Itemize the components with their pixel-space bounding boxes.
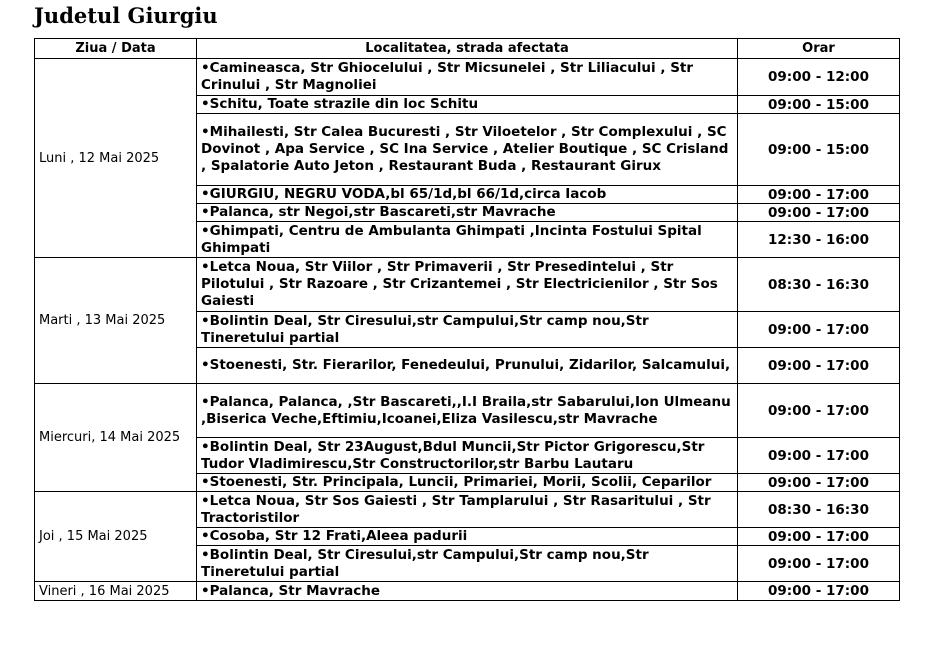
schedule-cell: 09:00 - 17:00	[738, 546, 900, 582]
schedule-cell: 09:00 - 17:00	[738, 204, 900, 222]
day-date-cell: Vineri , 16 Mai 2025	[35, 582, 197, 601]
schedule-cell: 08:30 - 16:30	[738, 492, 900, 528]
locality-cell: •Bolintin Deal, Str Ciresului,str Campului,Str camp nou,Str Tineretului partial	[197, 312, 738, 348]
locality-cell: •Palanca, Palanca, ,Str Bascareti,,I.I Braila,str Sabarului,Ion Ulmeanu ,Biserica Veche,Eftimiu,Icoanei,Eliza Vasilescu,str Mavrache	[197, 384, 738, 438]
locality-cell: •Stoenesti, Str. Principala, Luncii, Primariei, Morii, Scolii, Ceparilor	[197, 474, 738, 492]
locality-cell: •Mihailesti, Str Calea Bucuresti , Str Viloetelor , Str Complexului , SC Dovinot , Apa Service , SC Ina Service , Atelier Boutique , SC Crisland , Spalatorie Auto Jeton , Restaurant Buda , Restaurant Girux	[197, 114, 738, 186]
header-day: Ziua / Data	[35, 39, 197, 59]
locality-cell: •Bolintin Deal, Str Ciresului,str Campului,Str camp nou,Str Tineretului partial	[197, 546, 738, 582]
table-body	[35, 59, 900, 601]
schedule-cell: 12:30 - 16:00	[738, 222, 900, 258]
day-date-cell: Luni , 12 Mai 2025	[35, 59, 197, 258]
page-title: Judetul Giurgiu	[34, 3, 218, 28]
day-date-cell: Joi , 15 Mai 2025	[35, 492, 197, 582]
locality-cell: •Schitu, Toate strazile din loc Schitu	[197, 96, 738, 114]
schedule-cell: 09:00 - 17:00	[738, 384, 900, 438]
locality-cell: •Letca Noua, Str Sos Gaiesti , Str Tamplarului , Str Rasaritului , Str Tractoristilor	[197, 492, 738, 528]
locality-cell: •Bolintin Deal, Str 23August,Bdul Muncii,Str Pictor Grigorescu,Str Tudor Vladimirescu,Str Constructorilor,str Barbu Lautaru	[197, 438, 738, 474]
schedule-cell: 09:00 - 17:00	[738, 348, 900, 384]
schedule-cell: 09:00 - 17:00	[738, 438, 900, 474]
schedule-cell: 09:00 - 17:00	[738, 312, 900, 348]
locality-cell: •Cosoba, Str 12 Frati,Aleea padurii	[197, 528, 738, 546]
day-date-cell: Miercuri, 14 Mai 2025	[35, 384, 197, 492]
day-date-cell: Marti , 13 Mai 2025	[35, 258, 197, 384]
schedule-cell: 09:00 - 17:00	[738, 474, 900, 492]
schedule-cell: 09:00 - 12:00	[738, 59, 900, 96]
schedule-cell: 09:00 - 15:00	[738, 114, 900, 186]
header-schedule: Orar	[738, 39, 900, 59]
locality-cell: •Palanca, Str Mavrache	[197, 582, 738, 601]
locality-cell: •Ghimpati, Centru de Ambulanta Ghimpati ,Incinta Fostului Spital Ghimpati	[197, 222, 738, 258]
locality-cell: •GIURGIU, NEGRU VODA,bl 65/1d,bl 66/1d,circa Iacob	[197, 186, 738, 204]
header-locality: Localitatea, strada afectata	[197, 39, 738, 59]
table-row	[35, 59, 900, 96]
schedule-cell: 09:00 - 17:00	[738, 528, 900, 546]
table-row	[35, 492, 900, 528]
schedule-cell: 09:00 - 17:00	[738, 582, 900, 601]
table-header-row	[35, 39, 900, 59]
locality-cell: •Camineasca, Str Ghiocelului , Str Micsunelei , Str Liliacului , Str Crinului , Str Magnoliei	[197, 59, 738, 96]
locality-cell: •Stoenesti, Str. Fierarilor, Fenedeului, Prunului, Zidarilor, Salcamului,	[197, 348, 738, 384]
outage-schedule-table	[34, 38, 900, 601]
table-row	[35, 258, 900, 312]
schedule-cell: 08:30 - 16:30	[738, 258, 900, 312]
locality-cell: •Palanca, str Negoi,str Bascareti,str Mavrache	[197, 204, 738, 222]
schedule-cell: 09:00 - 17:00	[738, 186, 900, 204]
table-row	[35, 582, 900, 601]
locality-cell: •Letca Noua, Str Viilor , Str Primaverii , Str Presedintelui , Str Pilotului , Str Razoare , Str Crizantemei , Str Electricienilor , Str Sos Gaiesti	[197, 258, 738, 312]
table-row	[35, 384, 900, 438]
schedule-cell: 09:00 - 15:00	[738, 96, 900, 114]
